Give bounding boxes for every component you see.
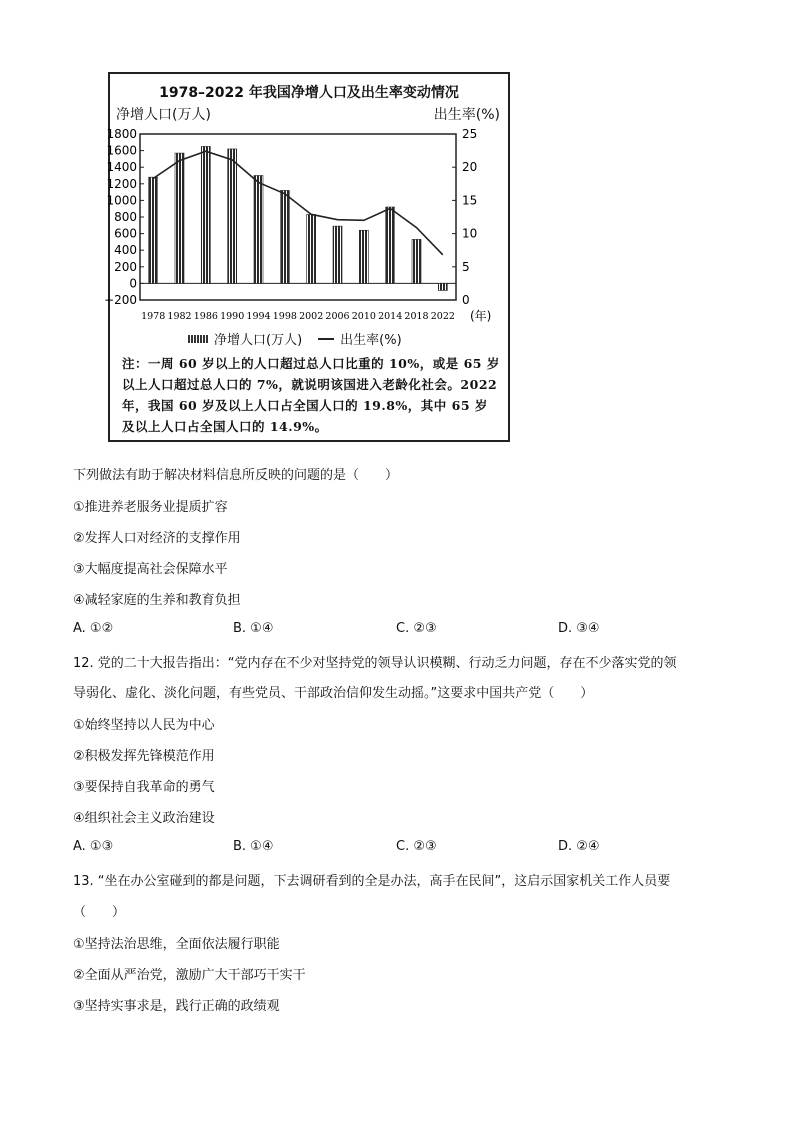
- left-tick-label: 1600: [106, 143, 137, 158]
- right-tick-label: 20: [462, 160, 478, 175]
- plot-frame: [140, 134, 456, 300]
- q12-option-a[interactable]: A. ①③: [73, 839, 114, 854]
- q12-item-3: ③要保持自我革命的勇气: [73, 780, 215, 795]
- chart-note: 注：一周 60 岁以上的人口超过总人口比重的 10%，或是 65 岁以上人口超过总人口的 7%，就说明该国进入老龄化社会。2022 年，我国 60 岁及以上人口占全国人口的 19.8%，其中 65 岁及以上人口占全国人口的 14.9%。: [122, 356, 500, 434]
- left-tick-label: 0: [129, 276, 137, 291]
- legend-line-label: 出生率(%): [340, 333, 402, 348]
- q13-item-2: ②全面从严治党，激励广大干部巧干实干: [73, 968, 306, 983]
- q12-option-c[interactable]: C. ②③: [396, 839, 437, 854]
- x-unit-label: (年): [470, 309, 492, 323]
- left-tick-label: 1000: [106, 193, 137, 208]
- chart-plot: [104, 122, 508, 327]
- q11-item-1: ①推进养老服务业提质扩容: [73, 500, 228, 515]
- q12-item-1: ①始终坚持以人民为中心: [73, 718, 215, 733]
- bar-1982: [175, 153, 184, 283]
- q13-stem-line2: （ ）: [73, 905, 126, 920]
- x-tick-label: 2018: [404, 311, 429, 322]
- bar-2010: [359, 230, 368, 283]
- x-tick-label: 2002: [299, 311, 324, 322]
- left-tick-label: 200: [114, 259, 137, 274]
- q12-item-2: ②积极发挥先锋模范作用: [73, 749, 215, 764]
- right-tick-label: 0: [462, 293, 470, 307]
- q12-option-b[interactable]: B. ①④: [233, 839, 274, 854]
- chart-legend: [188, 329, 402, 348]
- bar-1978: [149, 177, 158, 283]
- left-tick-label: 400: [114, 243, 137, 258]
- x-tick-label: 2006: [325, 311, 350, 322]
- q12-option-d[interactable]: D. ②④: [558, 839, 600, 854]
- right-axis-label: 出生率(%): [433, 107, 500, 123]
- chart-figure: [104, 72, 510, 442]
- q11-item-2: ②发挥人口对经济的支撑作用: [73, 531, 241, 546]
- q13-item-1: ①坚持法治思维，全面依法履行职能: [73, 937, 280, 952]
- left-tick-label: −200: [104, 293, 137, 307]
- right-tick-label: 25: [462, 127, 478, 141]
- right-tick-label: 10: [462, 226, 478, 241]
- legend-bar-label: 净增人口(万人): [214, 333, 303, 348]
- left-tick-label: 1200: [106, 176, 137, 191]
- bar-2022: [438, 283, 447, 290]
- right-tick-label: 5: [462, 259, 470, 274]
- x-tick-label: 1978: [141, 311, 166, 322]
- bar-2018: [412, 239, 421, 283]
- left-tick-label: 1400: [106, 160, 137, 175]
- bar-1986: [201, 146, 210, 283]
- q11-option-d[interactable]: D. ③④: [558, 621, 600, 636]
- bar-2014: [386, 207, 395, 283]
- x-tick-label: 1998: [272, 311, 297, 322]
- bar-1994: [254, 176, 263, 284]
- x-tick-label: 2022: [430, 311, 455, 322]
- q12-stem-line2: 导弱化、虚化、淡化问题，有些党员、干部政治信仰发生动摇。”这要求中国共产党（ ）: [73, 686, 594, 701]
- legend-line-swatch: [318, 338, 334, 340]
- q13-stem-line1: 13. “坐在办公室碰到的都是问题，下去调研看到的全是办法，高手在民间”，这启示国家机关工作人员要: [73, 874, 671, 889]
- chart-title: 1978–2022 年我国净增人口及出生率变动情况: [159, 85, 459, 101]
- x-tick-label: 1990: [220, 311, 245, 322]
- bar-2002: [307, 215, 316, 284]
- left-axis-label: 净增人口(万人): [116, 107, 211, 123]
- bar-2006: [333, 226, 342, 283]
- left-tick-label: 600: [114, 226, 137, 241]
- q11-option-a[interactable]: A. ①②: [73, 621, 114, 636]
- left-tick-label: 1800: [106, 127, 137, 141]
- q11-stem: 下列做法有助于解决材料信息所反映的问题的是（ ）: [73, 468, 399, 483]
- x-tick-label: 2014: [378, 311, 403, 322]
- x-tick-label: 1982: [167, 311, 192, 322]
- q13-item-3: ③坚持实事求是，践行正确的政绩观: [73, 999, 280, 1014]
- left-tick-label: 800: [114, 210, 137, 224]
- x-tick-label: 1986: [193, 311, 218, 322]
- q12-item-4: ④组织社会主义政治建设: [73, 811, 215, 826]
- bar-1998: [280, 190, 289, 283]
- q11-item-4: ④减轻家庭的生养和教育负担: [73, 593, 241, 608]
- q11-option-b[interactable]: B. ①④: [233, 621, 274, 636]
- birth-rate-line: [153, 151, 443, 255]
- right-tick-label: 15: [462, 193, 478, 208]
- x-tick-label: 1994: [246, 311, 271, 322]
- q12-stem-line1: 12. 党的二十大报告指出：“党内存在不少对坚持党的领导认识模糊、行动乏力问题，存在不少落实党的领: [73, 656, 677, 671]
- bar-1990: [228, 149, 237, 283]
- legend-bar-swatch: [188, 335, 208, 343]
- q11-option-c[interactable]: C. ②③: [396, 621, 437, 636]
- q11-item-3: ③大幅度提高社会保障水平: [73, 562, 228, 577]
- x-tick-label: 2010: [351, 311, 376, 322]
